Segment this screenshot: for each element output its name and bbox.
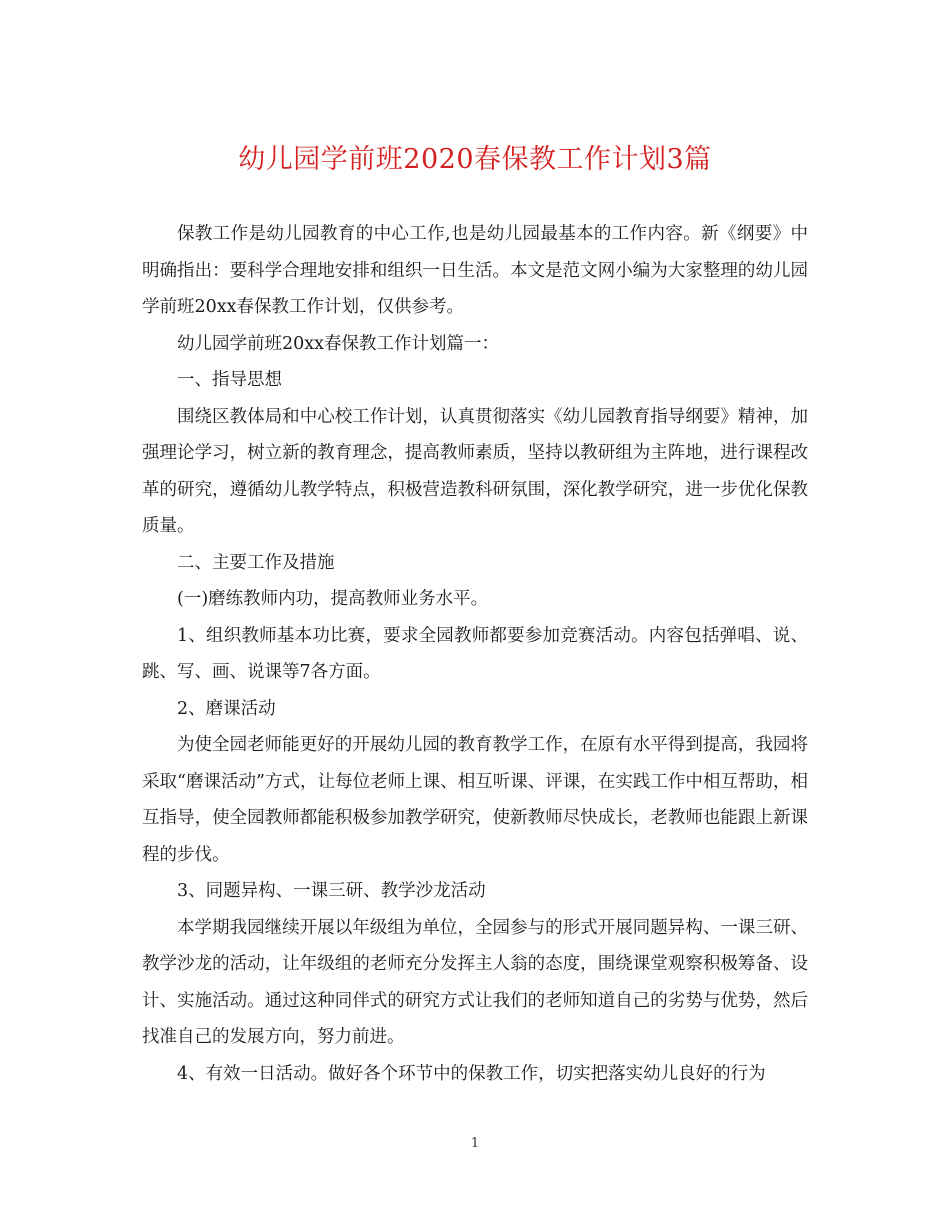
paragraph-item-4: 4、有效一日活动。做好各个环节中的保教工作，切实把落实幼儿良好的行为 — [177, 1063, 766, 1084]
paragraph-heading-guiding-ideology: 一、指导思想 — [177, 370, 282, 390]
page-number: 1 — [470, 1136, 480, 1151]
paragraph-item-2: 为使全园老师能更好的开展幼儿园的教育教学工作，在原有水平得到提高，我园将采取“磨课活动”方式，让每位老师上课、相互听课、评课，在实践工作中相互帮助，相互指导，使全园教师都能积极参加教学研究，使新教师尽快成长，老教师也能跟上新课程的步伐。 — [142, 735, 808, 865]
paragraph-guiding-ideology: 围绕区教体局和中心校工作计划，认真贯彻落实《幼儿园教育指导纲要》精神，加强理论学习，树立新的教育理念，提高教师素质，坚持以教研组为主阵地，进行课程改革的研究，遵循幼儿教学特点，积极营造教科研氛围，深化教学研究，进一步优化保教质量。 — [142, 406, 808, 536]
paragraph-item-3: 本学期我园继续开展以年级组为单位，全园参与的形式开展同题异构、一课三研、教学沙龙的活动，让年级组的老师充分发挥主人翁的态度，围绕课堂观察积极筹备、设计、实施活动。通过这种同伴式的研究方式让我们的老师知道自己的劣势与优势，然后找准自己的发展方向，努力前进。 — [142, 917, 808, 1047]
paragraph-item-1: 1、组织教师基本功比赛，要求全园教师都要参加竞赛活动。内容包括弹唱、说、跳、写、画、说课等7各方面。 — [142, 625, 808, 682]
paragraph-item-2-heading: 2、磨课活动 — [177, 698, 276, 719]
document-title: 幼儿园学前班2020春保教工作计划3篇 — [238, 144, 712, 175]
paragraph-subheading-teacher-skills: (一)磨练教师内功，提高教师业务水平。 — [177, 589, 489, 609]
paragraph-heading-main-work: 二、主要工作及措施 — [177, 552, 335, 573]
paragraph-intro: 保教工作是幼儿园教育的中心工作,也是幼儿园最基本的工作内容。新《纲要》中明确指出：要科学合理地安排和组织一日生活。本文是范文网小编为大家整理的幼儿园学前班20xx春保教工作计划，仅供参考。 — [142, 224, 808, 317]
paragraph-item-3-heading: 3、同题异构、一课三研、教学沙龙活动 — [177, 881, 486, 901]
document-body — [142, 216, 808, 1092]
paragraph-section-heading: 幼儿园学前班20xx春保教工作计划篇一： — [177, 333, 500, 354]
